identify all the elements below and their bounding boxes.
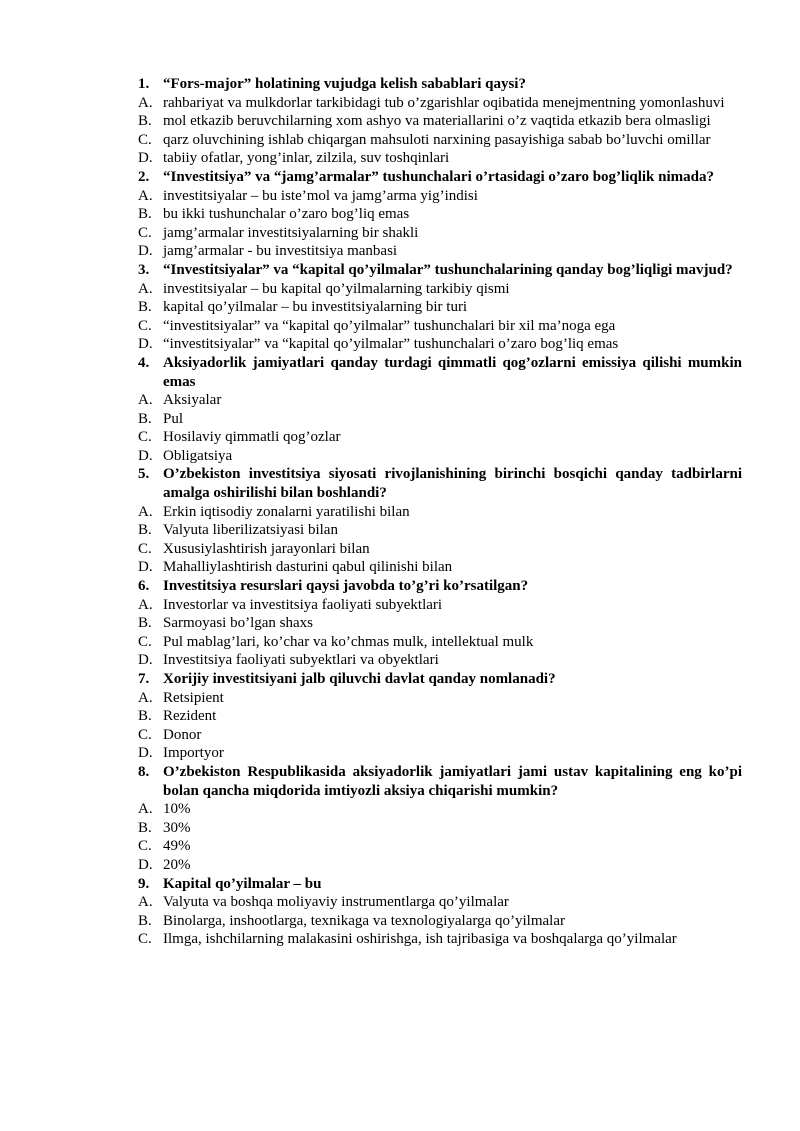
option-letter: B. xyxy=(138,819,152,836)
option-letter: B. xyxy=(138,113,152,130)
option-8a xyxy=(138,800,742,819)
question-number: 2. xyxy=(138,168,150,185)
question-text: “Investitsiya” va “jamg’armalar” tushunchalari o’rtasidagi o’zaro bog’liqlik nimada? xyxy=(163,168,714,185)
option-text: 49% xyxy=(163,838,191,855)
option-text: Hosilaviy qimmatli qog’ozlar xyxy=(163,429,341,446)
option-1a xyxy=(138,94,742,113)
option-letter: B. xyxy=(138,410,152,427)
option-letter: C. xyxy=(138,317,152,334)
option-text: Binolarga, inshootlarga, texnikaga va texnologiyalarga qo’yilmalar xyxy=(163,912,565,929)
option-letter: B. xyxy=(138,912,152,929)
question-7 xyxy=(138,670,742,689)
question-text: Aksiyadorlik jamiyatlari qanday turdagi qimmatli qog’ozlarni emissiya qilishi mumkin emas xyxy=(163,354,742,390)
option-text: kapital qo’yilmalar – bu investitsiyalarning bir turi xyxy=(163,299,468,316)
option-letter: A. xyxy=(138,894,153,911)
option-letter: D. xyxy=(138,243,153,260)
question-text: O’zbekiston investitsiya siyosati rivojlanishining birinchi bosqichi qanday tadbirlarni amalga oshirilishi bilan boshlandi? xyxy=(163,466,742,502)
option-text: Pul mablag’lari, ko’char va ko’chmas mulk, intellektual mulk xyxy=(163,633,534,650)
option-7a xyxy=(138,689,742,708)
option-8d xyxy=(138,856,742,875)
option-letter: A. xyxy=(138,392,153,409)
option-letter: C. xyxy=(138,726,152,743)
option-text: rahbariyat va mulkdorlar tarkibidagi tub o’zgarishlar oqibatida menejmentning yomonlashuvi xyxy=(163,94,725,111)
option-2a xyxy=(138,187,742,206)
option-text: Donor xyxy=(163,726,202,743)
option-letter: C. xyxy=(138,838,152,855)
question-text: O’zbekiston Respublikasida aksiyadorlik jamiyatlari jami ustav kapitalining eng ko’pi bolan qancha miqdorida imtiyozli aksiya chiqarishi mumkin? xyxy=(163,763,742,799)
test-document xyxy=(138,75,742,949)
question-number: 9. xyxy=(138,875,150,892)
option-text: Valyuta va boshqa moliyaviy instrumentlarga qo’yilmalar xyxy=(163,894,509,911)
option-letter: D. xyxy=(138,856,153,873)
question-text: “Investitsiyalar” va “kapital qo’yilmalar” tushunchalarining qanday bog’liqligi mavjud? xyxy=(163,261,733,278)
option-1d xyxy=(138,149,742,168)
option-letter: D. xyxy=(138,745,153,762)
option-2d xyxy=(138,242,742,261)
option-letter: B. xyxy=(138,206,152,223)
question-text: Investitsiya resurslari qaysi javobda to’g’ri ko’rsatilgan? xyxy=(163,578,529,595)
option-letter: A. xyxy=(138,503,153,520)
option-letter: B. xyxy=(138,708,152,725)
question-number: 4. xyxy=(138,354,150,371)
question-6 xyxy=(138,577,742,596)
question-number: 8. xyxy=(138,763,150,780)
question-number: 6. xyxy=(138,578,150,595)
option-letter: D. xyxy=(138,652,153,669)
option-text: investitsiyalar – bu iste’mol va jamg’arma yig’indisi xyxy=(163,187,478,204)
option-text: jamg’armalar - bu investitsiya manbasi xyxy=(163,243,398,260)
option-text: Ilmga, ishchilarning malakasini oshirishga, ish tajribasiga va boshqalarga qo’yilmalar xyxy=(163,931,677,948)
option-4b xyxy=(138,410,742,429)
option-text: Retsipient xyxy=(163,689,224,706)
option-text: 20% xyxy=(163,856,191,873)
option-7d xyxy=(138,744,742,763)
question-number: 5. xyxy=(138,466,150,483)
option-text: jamg’armalar investitsiyalarning bir shakli xyxy=(163,224,419,241)
option-text: Obligatsiya xyxy=(163,447,233,464)
option-letter: B. xyxy=(138,615,152,632)
question-9 xyxy=(138,875,742,894)
option-3c xyxy=(138,317,742,336)
option-text: Mahalliylashtirish dasturini qabul qilinishi bilan xyxy=(163,559,453,576)
option-text: Rezident xyxy=(163,708,217,725)
question-text: “Fors-major” holatining vujudga kelish sabablari qaysi? xyxy=(163,76,526,92)
option-letter: C. xyxy=(138,633,152,650)
question-5 xyxy=(138,465,742,502)
option-7b xyxy=(138,707,742,726)
option-letter: C. xyxy=(138,429,152,446)
option-text: tabiiy ofatlar, yong’inlar, zilzila, suv toshqinlari xyxy=(163,150,450,167)
option-9a xyxy=(138,893,742,912)
option-text: qarz oluvchining ishlab chiqargan mahsuloti narxining pasayishiga sabab bo’luvchi omillar xyxy=(163,131,711,148)
option-8b xyxy=(138,819,742,838)
option-3b xyxy=(138,298,742,317)
option-9c xyxy=(138,930,742,949)
option-text: Erkin iqtisodiy zonalarni yaratilishi bilan xyxy=(163,503,410,520)
option-letter: C. xyxy=(138,224,152,241)
option-2b xyxy=(138,205,742,224)
option-5b xyxy=(138,521,742,540)
option-2c xyxy=(138,224,742,243)
option-5a xyxy=(138,503,742,522)
question-4 xyxy=(138,354,742,391)
option-letter: A. xyxy=(138,801,153,818)
option-text: 10% xyxy=(163,801,191,818)
option-1b xyxy=(138,112,742,131)
option-letter: C. xyxy=(138,131,152,148)
option-1c xyxy=(138,131,742,150)
option-4c xyxy=(138,428,742,447)
option-letter: D. xyxy=(138,336,153,353)
option-text: Sarmoyasi bo’lgan shaxs xyxy=(163,615,313,632)
option-7c xyxy=(138,726,742,745)
option-9b xyxy=(138,912,742,931)
option-letter: D. xyxy=(138,447,153,464)
option-4d xyxy=(138,447,742,466)
option-text: Valyuta liberilizatsiyasi bilan xyxy=(163,522,338,539)
option-letter: B. xyxy=(138,299,152,316)
option-letter: D. xyxy=(138,559,153,576)
question-text: Xorijiy investitsiyani jalb qiluvchi davlat qanday nomlanadi? xyxy=(163,671,556,687)
option-5d xyxy=(138,558,742,577)
option-4a xyxy=(138,391,742,410)
option-6d xyxy=(138,651,742,670)
option-letter: A. xyxy=(138,187,153,204)
option-5c xyxy=(138,540,742,559)
question-text: Kapital qo’yilmalar – bu xyxy=(163,875,322,892)
question-1 xyxy=(138,75,742,94)
option-6a xyxy=(138,596,742,615)
option-6b xyxy=(138,614,742,633)
question-number: 7. xyxy=(138,671,150,687)
option-text: Investorlar va investitsiya faoliyati subyektlari xyxy=(163,596,443,613)
option-letter: B. xyxy=(138,522,152,539)
option-letter: A. xyxy=(138,94,153,111)
option-text: Importyor xyxy=(163,745,224,762)
option-3a xyxy=(138,280,742,299)
option-text: Xususiylashtirish jarayonlari bilan xyxy=(163,540,370,557)
option-text: 30% xyxy=(163,819,191,836)
question-2 xyxy=(138,168,742,187)
option-3d xyxy=(138,335,742,354)
option-text: Pul xyxy=(163,410,184,427)
option-text: Aksiyalar xyxy=(163,392,222,409)
option-letter: D. xyxy=(138,150,153,167)
option-8c xyxy=(138,837,742,856)
option-6c xyxy=(138,633,742,652)
question-number: 3. xyxy=(138,261,150,278)
option-text: “investitsiyalar” va “kapital qo’yilmalar” tushunchalari o’zaro bog’liq emas xyxy=(163,336,619,353)
option-letter: A. xyxy=(138,689,153,706)
option-letter: A. xyxy=(138,596,153,613)
option-text: “investitsiyalar” va “kapital qo’yilmalar” tushunchalari bir xil ma’noga ega xyxy=(163,317,616,334)
option-text: Investitsiya faoliyati subyektlari va obyektlari xyxy=(163,652,439,669)
option-letter: A. xyxy=(138,280,153,297)
question-3 xyxy=(138,261,742,280)
option-text: bu ikki tushunchalar o’zaro bog’liq emas xyxy=(163,206,410,223)
question-number: 1. xyxy=(138,76,150,92)
option-letter: C. xyxy=(138,931,152,948)
question-8 xyxy=(138,763,742,800)
option-letter: C. xyxy=(138,540,152,557)
option-text: investitsiyalar – bu kapital qo’yilmalarning tarkibiy qismi xyxy=(163,280,510,297)
option-text: mol etkazib beruvchilarning xom ashyo va materiallarini o’z vaqtida etkazib bera olmasligi xyxy=(163,113,711,130)
